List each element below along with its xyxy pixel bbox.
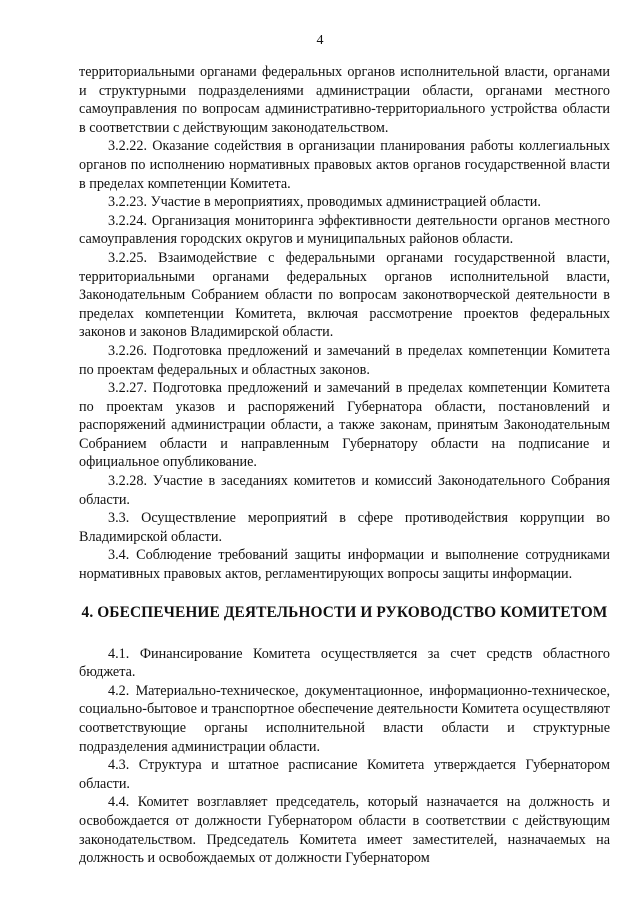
paragraph-3-3: 3.3. Осуществление мероприятий в сфере противодействия коррупции во Владимирской области. [79, 510, 610, 545]
paragraph-3-2-25: 3.2.25. Взаимодействие с федеральными органами государственной власти, территориальными органами федеральных органов исполнительной власти, Законодательным Собранием области по вопросам законотворческой деятельности в пределах компетенции Комитета, включая рассмотрение проектов федеральных законов и законов Владимирской области. [79, 249, 610, 341]
paragraph-4-1: 4.1. Финансирование Комитета осуществляется за счет средств областного бюджета. [79, 645, 610, 681]
paragraph-4-2: 4.2. Материально-техническое, документационное, информационно-техническое, социально-бытовое и транспортное обеспечение деятельности Комитета осуществляют соответствующие органы исполнительной власти области и структурные подразделения администрации области. [79, 682, 610, 755]
paragraph-3-2-23: 3.2.23. Участие в мероприятиях, проводимых администрацией области. [108, 194, 541, 211]
paragraph-3-2-26: 3.2.26. Подготовка предложений и замечаний в пределах компетенции Комитета по проектам федеральных и областных законов. [79, 342, 610, 378]
paragraph-4-3: 4.3. Структура и штатное расписание Комитета утверждается Губернатором области. [79, 757, 610, 792]
paragraph-3-2-22: 3.2.22. Оказание содействия в организации планирования работы коллегиальных органов по исполнению нормативных правовых актов органов государственной власти в пределах компетенции Комитета. [79, 138, 610, 192]
paragraph-4-4: 4.4. Комитет возглавляет председатель, который назначается на должность и освобождается от должности Губернатором области в соответствии с действующим законодательством. Председатель Комитета имеет заместителей, назначаемых на должность и освобождаемых от должности Губернатором [79, 794, 610, 867]
paragraph-3-2-28: 3.2.28. Участие в заседаниях комитетов и комиссий Законодательного Собрания области. [79, 473, 610, 508]
paragraph-continuation: территориальными органами федеральных органов исполнительной власти, органами и структурными подразделениями администрации области, органами местного самоуправления по вопросам административно-территориального устройства области в соответствии с действующим законодательством. [79, 64, 610, 136]
document-body [79, 63, 610, 868]
page-number: 4 [316, 33, 324, 48]
paragraph-3-4: 3.4. Соблюдение требований защиты информации и выполнение сотрудниками нормативных правовых актов, регламентирующих вопросы защиты информации. [79, 547, 610, 583]
paragraph-3-2-27: 3.2.27. Подготовка предложений и замечаний в пределах компетенции Комитета по проектам указов и распоряжений Губернатора области, постановлений и распоряжений администрации области, а также законам, принятым Законодательным Собранием области и направленным Губернатору области на подписание и официальное опубликование. [79, 380, 610, 471]
section-heading: 4. ОБЕСПЕЧЕНИЕ ДЕЯТЕЛЬНОСТИ И РУКОВОДСТВО КОМИТЕТОМ [81, 603, 608, 621]
paragraph-3-2-24: 3.2.24. Организация мониторинга эффективности деятельности органов местного самоуправления городских округов и муниципальных районов области. [79, 212, 610, 248]
